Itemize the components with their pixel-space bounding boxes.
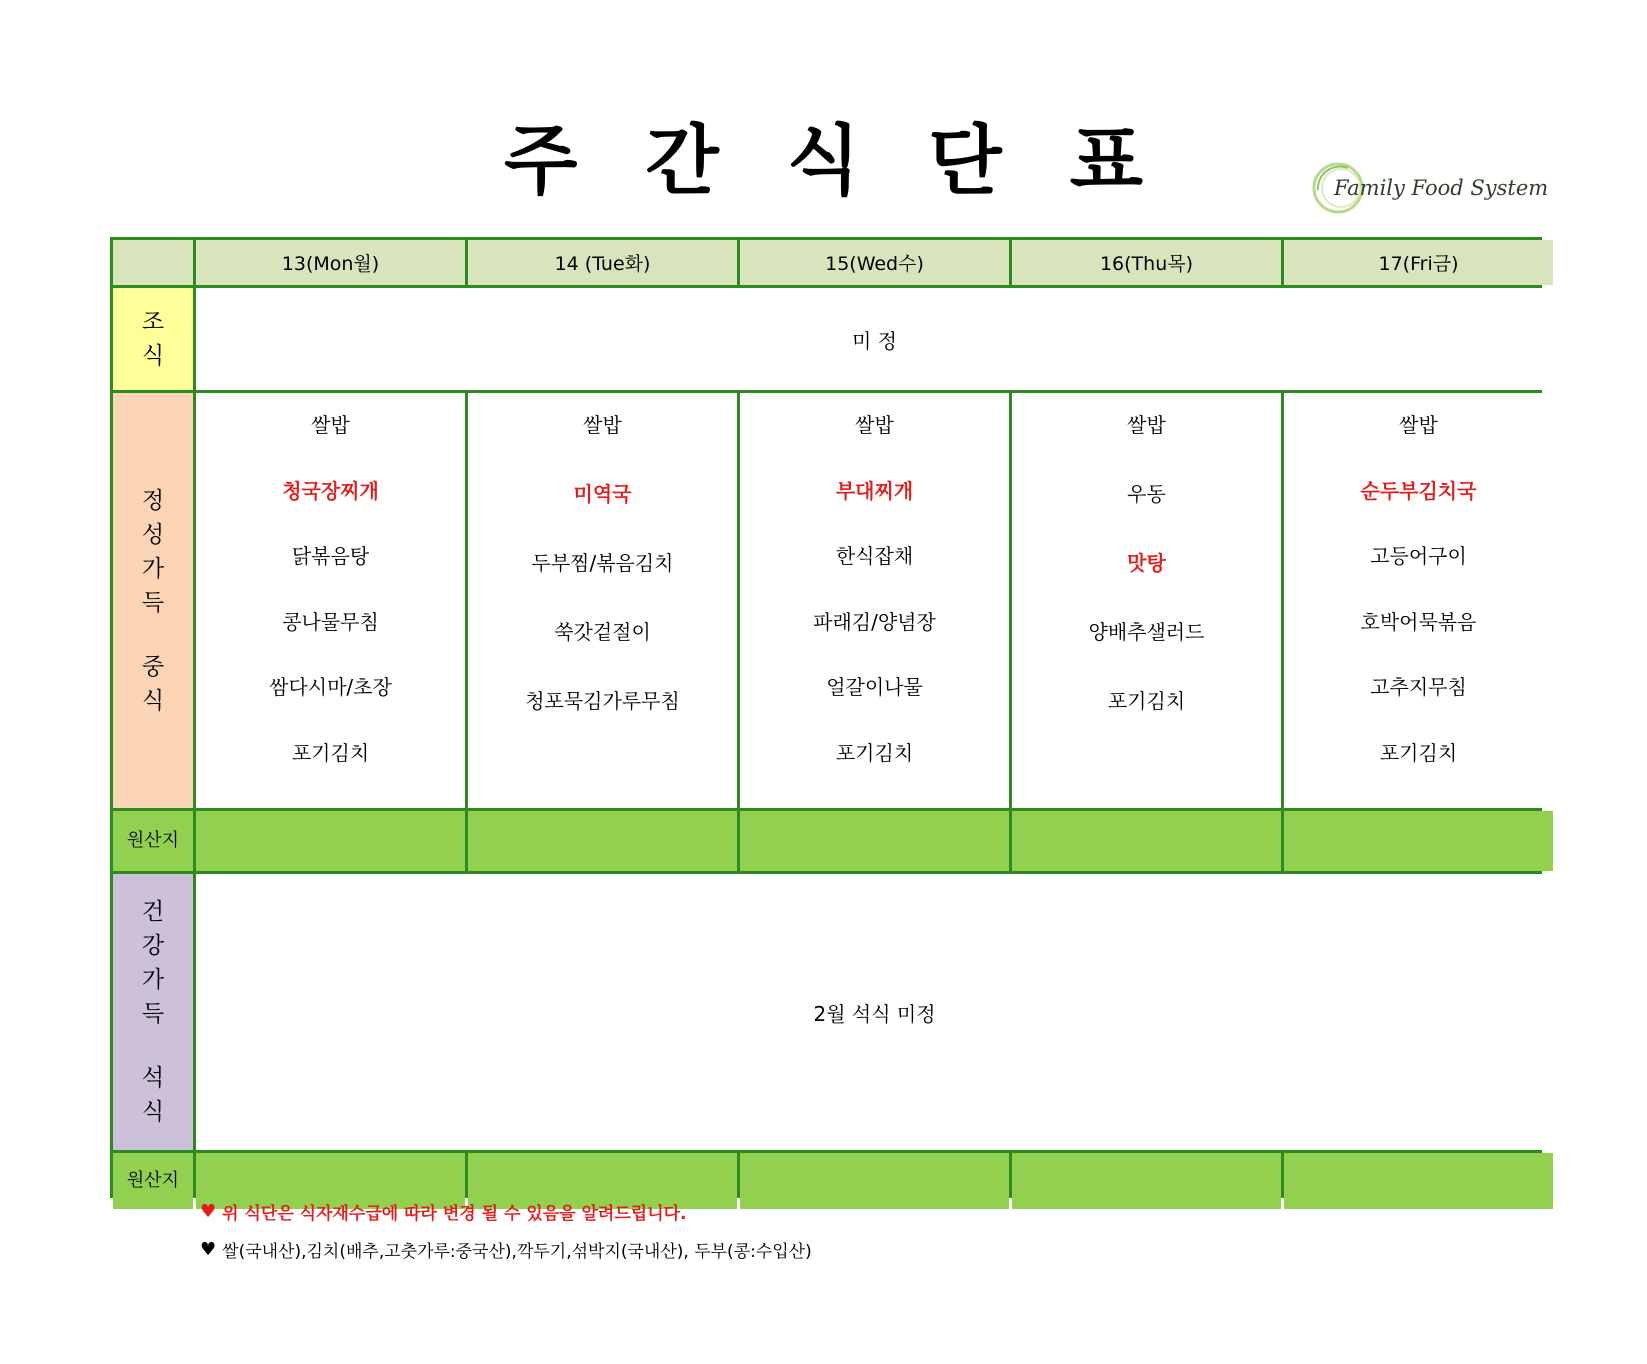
label-char: 강 <box>141 933 165 959</box>
menu-item: 고추지무침 <box>1370 675 1467 699</box>
menu-item: 양배추샐러드 <box>1088 620 1205 644</box>
origin-cell <box>1284 811 1553 871</box>
header-corner <box>113 240 193 285</box>
menu-item: 순두부김치국 <box>1360 478 1477 503</box>
breakfast-label <box>113 288 193 390</box>
title-char: 간 <box>645 116 719 205</box>
label-char: 성 <box>141 521 165 548</box>
origin-cell <box>1284 1153 1553 1209</box>
company-logo <box>1308 160 1549 220</box>
notes <box>200 1200 812 1276</box>
menu-item: 한식잡채 <box>835 544 914 568</box>
menu-item: 포기김치 <box>1107 689 1186 713</box>
menu-item: 쌀밥 <box>583 413 622 437</box>
note-text: 위 식단은 식자재수급에 따라 변경 될 수 있음을 알려드립니다. <box>222 1203 687 1224</box>
note-item <box>200 1200 812 1222</box>
note-text: 쌀(국내산),김치(배추,고춧가루:중국산),깍두기,섞박지(국내산), 두부(콩:수입산) <box>222 1241 812 1262</box>
origin-cell <box>1012 1153 1281 1209</box>
menu-item: 포기김치 <box>291 740 370 765</box>
header-day-thu: 16(Thu목) <box>1012 240 1281 285</box>
menu-item: 포기김치 <box>1379 740 1458 765</box>
label-char: 식 <box>141 687 165 714</box>
dinner-content: 2월 석식 미정 <box>196 874 1553 1150</box>
label-char: 중 <box>141 653 165 680</box>
lunch-label <box>113 393 193 808</box>
header-day-tue: 14 (Tue화) <box>468 240 737 285</box>
menu-item: 우동 <box>1127 482 1166 506</box>
origin-cell <box>1012 811 1281 871</box>
menu-item: 쌀밥 <box>855 413 894 437</box>
heart-icon: ♥ <box>200 1200 217 1222</box>
menu-item: 부대찌개 <box>835 478 914 503</box>
label-char: 가 <box>141 555 165 582</box>
menu-item: 쌈다시마/초장 <box>269 675 392 699</box>
logo-text: Family Food System <box>1334 176 1549 200</box>
menu-table <box>110 237 1542 1198</box>
label-char: 식 <box>141 343 165 369</box>
label-char: 정 <box>141 487 165 514</box>
menu-item: 닭볶음탕 <box>291 544 370 568</box>
menu-item: 호박어묵볶음 <box>1360 609 1477 634</box>
menu-item: 고등어구이 <box>1370 544 1467 568</box>
header-day-mon: 13(Mon월) <box>196 240 465 285</box>
label-char: 조 <box>141 309 165 335</box>
title-char: 주 <box>503 116 578 205</box>
menu-item: 미역국 <box>573 482 632 506</box>
label-char: 득 <box>141 1001 165 1027</box>
label-char: 가 <box>141 967 165 993</box>
menu-item: 두부찜/볶음김치 <box>531 551 674 575</box>
menu-item: 얼갈이나물 <box>826 675 923 699</box>
origin-cell <box>740 811 1009 871</box>
note-item <box>200 1238 812 1260</box>
lunch-menu-tue <box>468 393 737 808</box>
label-char: 식 <box>141 1099 165 1125</box>
heart-icon: ♥ <box>200 1238 217 1260</box>
menu-item: 쑥갓겉절이 <box>554 620 651 644</box>
title-char: 식 <box>786 116 861 205</box>
menu-item: 쌀밥 <box>311 413 350 437</box>
lunch-menu-wed <box>740 393 1009 808</box>
menu-item: 포기김치 <box>835 740 914 765</box>
origin-label: 원산지 <box>113 1153 193 1209</box>
header-day-wed: 15(Wed수) <box>740 240 1009 285</box>
dinner-label <box>113 874 193 1150</box>
title-char: 단 <box>928 116 1002 205</box>
menu-item: 쌀밥 <box>1399 413 1438 437</box>
menu-item: 파래김/양념장 <box>813 609 936 634</box>
lunch-menu-fri <box>1284 393 1553 808</box>
menu-item: 청포묵김가루무침 <box>525 689 680 713</box>
menu-item: 쌀밥 <box>1127 413 1166 437</box>
title-char: 표 <box>1069 116 1144 205</box>
menu-item: 청국장찌개 <box>282 478 379 503</box>
origin-cell <box>468 811 737 871</box>
lunch-menu-thu <box>1012 393 1281 808</box>
header-day-fri: 17(Fri금) <box>1284 240 1553 285</box>
origin-cell <box>196 811 465 871</box>
menu-item: 콩나물무침 <box>282 609 379 634</box>
origin-label: 원산지 <box>113 811 193 871</box>
label-char: 득 <box>141 589 165 616</box>
lunch-menu-mon <box>196 393 465 808</box>
breakfast-content: 미 정 <box>196 288 1553 390</box>
label-char: 석 <box>141 1065 165 1091</box>
menu-item: 맛탕 <box>1127 551 1166 575</box>
label-char: 건 <box>141 899 165 925</box>
